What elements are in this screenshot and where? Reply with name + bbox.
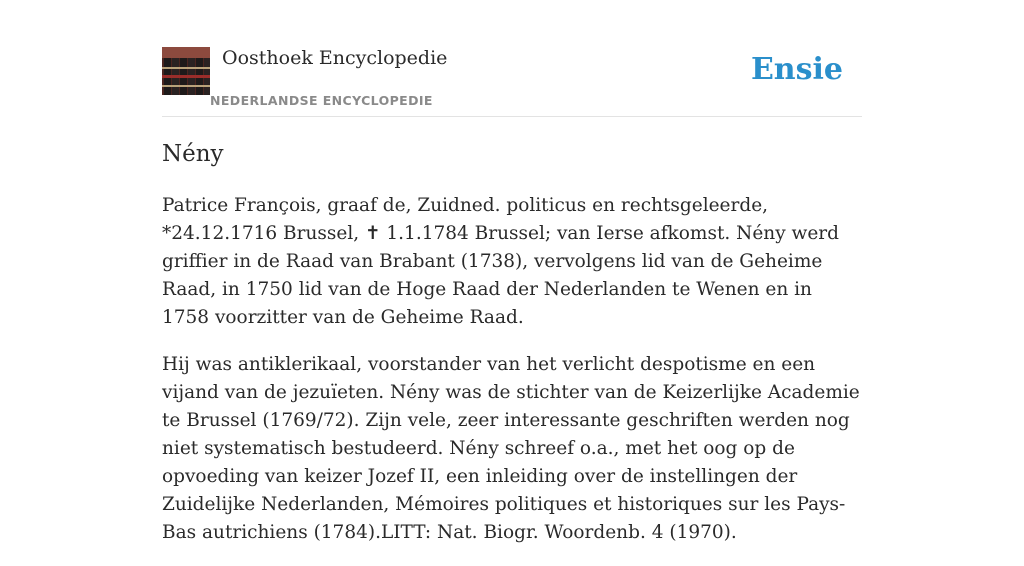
article-paragraph: Hij was antiklerikaal, voorstander van het verlicht despotisme en een vijand van de jezuïeten. Nény was de stichter van de Keizerlijke Academie te Brussel (1769/72). Zijn vele, zeer interessante geschriften werden nog niet systematisch bestudeerd. Nény schreef o.a., met het oog op de opvoeding van keizer Jozef II, een inleiding over de instellingen der Zuidelijke Nederlanden, Mémoires politiques et historiques sur les Pays-Bas autrichiens (1784).LITT: Nat. Biogr. Woordenb. 4 (1970). — [162, 354, 860, 543]
entry-title: Nény — [162, 141, 224, 167]
encyclopedia-books-avatar[interactable] — [162, 47, 210, 95]
site-subtitle: NEDERLANDSE ENCYCLOPEDIE — [210, 93, 433, 108]
site-header — [162, 46, 862, 117]
article-paragraph: Patrice François, graaf de, Zuidned. politicus en rechtsgeleerde, *24.12.1716 Brussel, ✝ 1.1.1784 Brussel; van Ierse afkomst. Nény werd griffier in de Raad van Brabant (1738), vervolgens lid van de Geheime Raad, in 1750 lid van de Hoge Raad der Nederlanden te Wenen en in 1758 voorzitter van de Geheime Raad. — [162, 195, 839, 328]
article-body — [162, 192, 862, 566]
books-icon — [162, 47, 210, 95]
ensie-logo-link[interactable]: Ensie — [750, 52, 843, 87]
site-title[interactable]: Oosthoek Encyclopedie — [222, 47, 448, 69]
